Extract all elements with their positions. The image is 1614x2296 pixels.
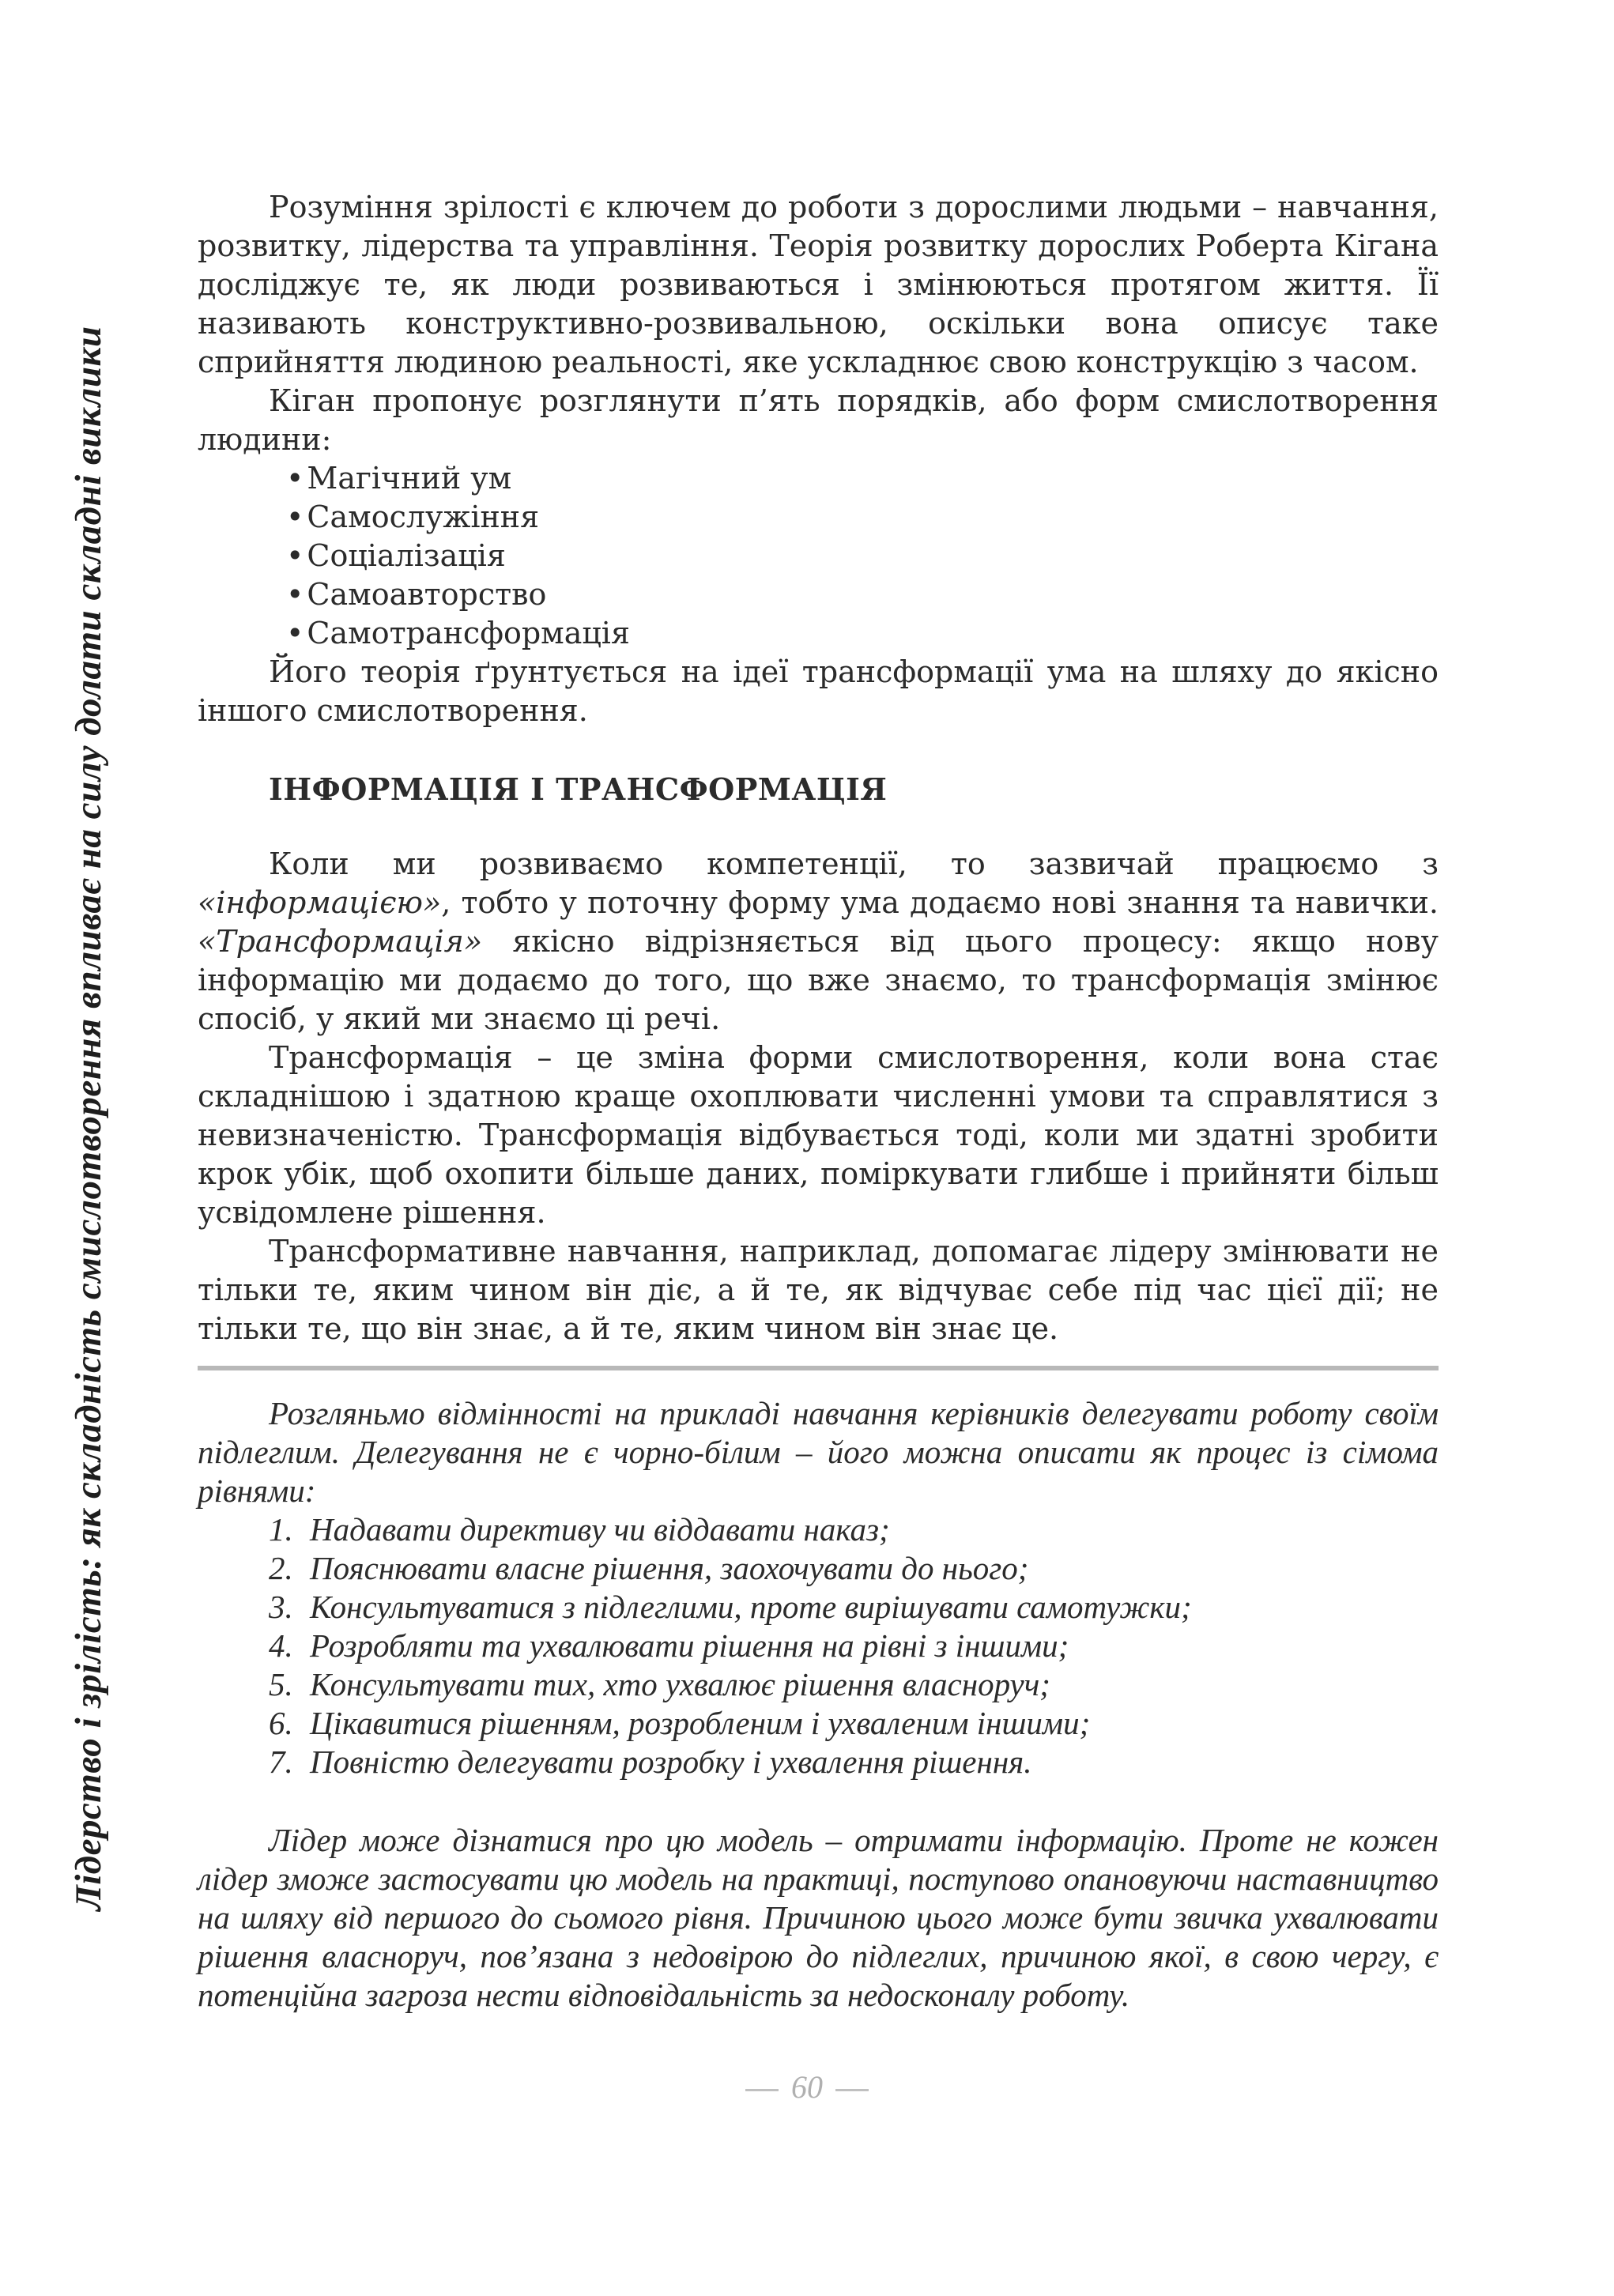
- item-number: 6.: [269, 1705, 293, 1741]
- text-run: , тобто у поточну форму ума додаємо нові знання та навички.: [441, 885, 1439, 920]
- section-paragraph-2: Трансформація – це зміна форми смислотворення, коли вона стає складнішою і здатною краще охоплювати численні умови та справлятися з невизначеністю. Трансформація відбувається тоді, коли ми здатні зробити крок убік, щоб охопити більше даних, поміркувати глибше і прийняти більш усвідомлене рішення.: [198, 1040, 1439, 1230]
- term-information: «інформацією»: [198, 885, 442, 920]
- item-number: 7.: [269, 1744, 293, 1780]
- divider: [198, 1366, 1439, 1370]
- term-transformation: «Трансформація»: [198, 924, 483, 959]
- item-text: Консультувати тих, хто ухвалює рішення власноруч;: [310, 1666, 1050, 1702]
- list-item: • Самослужіння: [286, 498, 1439, 537]
- item-text: Розробляти та ухвалювати рішення на рівні з іншими;: [310, 1627, 1069, 1664]
- ornament-dash: [745, 2089, 779, 2091]
- text-run: якісно відрізняється від цього процесу: якщо нову інформацію ми додаємо до того, що вже знаємо, то трансформація змінює спосіб, у який ми знаємо ці речі.: [198, 924, 1439, 1036]
- list-item: • Самотрансформація: [286, 614, 1439, 653]
- list-item: [269, 1588, 1439, 1627]
- item-number: 4.: [269, 1627, 293, 1664]
- item-number: 1.: [269, 1511, 293, 1548]
- delegation-levels-list: [198, 1510, 1439, 1781]
- ornament-dash: [835, 2089, 869, 2091]
- list-item: [269, 1665, 1439, 1704]
- page-number: [0, 2068, 1614, 2106]
- list-item: [269, 1743, 1439, 1781]
- intro-paragraph-1: Розуміння зрілості є ключем до роботи з дорослими людьми – навчання, розвитку, лідерства та управління. Теорія розвитку дорослих Роберта Кігана досліджує те, як люди розвиваються і змінюються протягом життя. Її називають конструктивно-розвивальною, оскільки вона описує таке сприйняття людиною реальності, яке ускладнює свою конструкцію з часом.: [198, 190, 1439, 379]
- page-number-text: 60: [791, 2069, 823, 2105]
- list-item: [269, 1627, 1439, 1665]
- example-conclusion: Лідер може дізнатися про цю модель – отримати інформацію. Проте не кожен лідер зможе застосувати цю модель на практиці, поступово опановуючи наставництво на шляху від першого до сьомого рівня. Причиною цього може бути звичка ухвалювати рішення власноруч, пов’язана з недовірою до підлеглих, причиною якої, в свою чергу, є потенційна загроза нести відповідальність за недосконалу роботу.: [198, 1822, 1439, 2013]
- item-text: Повністю делегувати розробку і ухвалення рішення.: [310, 1744, 1032, 1780]
- list-item: [269, 1704, 1439, 1743]
- list-item: • Магічний ум: [286, 459, 1439, 498]
- section-paragraph-1: [198, 845, 1439, 1039]
- item-text: Цікавитися рішенням, розробленим і ухваленим іншими;: [310, 1705, 1091, 1741]
- forms-list: [198, 459, 1439, 653]
- example-intro: Розгляньмо відмінності на прикладі навчання керівників делегувати роботу своїм підлеглим. Делегування не є чорно-білим – його можна описати як процес із сімома рівнями:: [198, 1395, 1439, 1509]
- item-text: Надавати директиву чи віддавати наказ;: [310, 1511, 890, 1548]
- item-text: Пояснювати власне рішення, заохочувати до нього;: [310, 1550, 1029, 1586]
- section-paragraph-3: Трансформативне навчання, наприклад, допомагає лідеру змінювати не тільки те, яким чином він діє, а й те, як відчуває себе під час цієї дії; не тільки те, що він знає, а й те, яким чином він знає це.: [198, 1234, 1439, 1346]
- item-number: 2.: [269, 1550, 293, 1586]
- list-item: [269, 1510, 1439, 1549]
- item-number: 5.: [269, 1666, 293, 1702]
- page-body: [198, 188, 1439, 2015]
- text-run: Коли ми розвиваємо компетенції, то зазвичай працюємо з: [269, 846, 1439, 881]
- spacer: [198, 1781, 1439, 1821]
- intro-paragraph-3: Його теорія ґрунтується на ідеї трансформації ума на шляху до якісно іншого смислотворення.: [198, 654, 1439, 728]
- section-heading: ІНФОРМАЦІЯ І ТРАНСФОРМАЦІЯ: [269, 771, 888, 807]
- list-item: • Самоавторство: [286, 575, 1439, 614]
- running-header: Лідерство і зрілість: як складність смислотворення впливає на силу долати складні виклики: [68, 326, 109, 1911]
- item-text: Консультуватися з підлеглими, проте вирішувати самотужки;: [310, 1589, 1192, 1625]
- item-number: 3.: [269, 1589, 293, 1625]
- list-item: [269, 1549, 1439, 1588]
- intro-paragraph-2: Кіган пропонує розглянути п’ять порядків, або форм смислотворення людини:: [198, 383, 1439, 457]
- list-item: • Соціалізація: [286, 537, 1439, 575]
